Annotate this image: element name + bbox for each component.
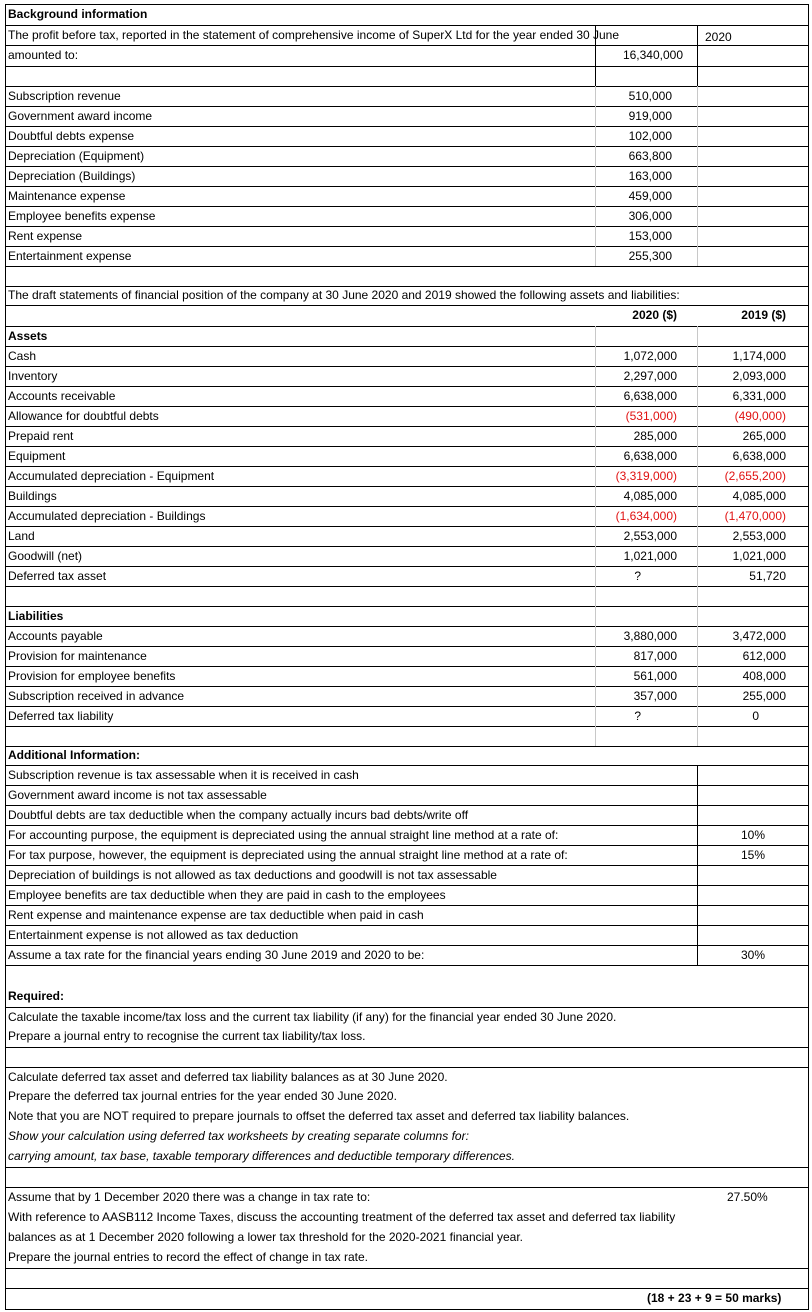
additional-text: Rent expense and maintenance expense are tax deductible when paid in cash	[8, 908, 424, 922]
additional-text: Assume a tax rate for the financial years ending 30 June 2019 and 2020 to be:	[8, 948, 425, 962]
additional-row	[5, 866, 809, 886]
required-part2-italic2	[5, 1147, 809, 1167]
new-tax-rate: 27.50%	[727, 1190, 768, 1204]
additional-text: Government award income is not tax assessable	[8, 788, 267, 802]
liabilities-heading-row	[5, 607, 809, 627]
additional-text: For accounting purpose, the equipment is depreciated using the annual straight line method at a rate of:	[8, 828, 559, 842]
row-label: Accumulated depreciation - Equipment	[8, 469, 215, 483]
asset-row	[5, 527, 809, 547]
additional-text: Subscription revenue is tax assessable when it is received in cash	[8, 768, 359, 782]
required-heading-row	[5, 987, 809, 1007]
required-part2-italic-text: Show your calculation using deferred tax worksheets by creating separate columns for:	[8, 1129, 469, 1143]
row-label: Prepaid rent	[8, 429, 74, 443]
asset-row	[5, 547, 809, 567]
required-part2-text: Calculate deferred tax asset and deferred tax liability balances as at 30 June 2020.	[8, 1070, 448, 1084]
value-2019: 265,000	[742, 429, 786, 443]
additional-value: 30%	[741, 948, 766, 962]
asset-row	[5, 387, 809, 407]
income-row	[5, 247, 809, 267]
additional-text: Doubtful debts are tax deductible when the company actually incurs bad debts/write off	[8, 808, 469, 822]
value-2019: 1,174,000	[732, 349, 786, 363]
additional-text: Depreciation of buildings is not allowed as tax deductions and goodwill is not tax assessable	[8, 868, 497, 882]
income-row	[5, 147, 809, 167]
income-value: 306,000	[628, 209, 672, 223]
additional-heading: Additional Information:	[8, 748, 140, 762]
assets-heading-row	[5, 327, 809, 347]
value-2020: 357,000	[633, 689, 677, 703]
additional-row	[5, 786, 809, 806]
value-2020: (1,634,000)	[615, 509, 677, 523]
income-label: Doubtful debts expense	[8, 129, 135, 143]
additional-row	[5, 766, 809, 786]
value-2019: 408,000	[742, 669, 786, 683]
required-part3-text: balances as at 1 December 2020 following a lower tax threshold for the 2020-2021 financial year.	[8, 1230, 523, 1244]
liability-row	[5, 707, 809, 727]
value-2020: 6,638,000	[623, 449, 677, 463]
required-part2-text: Prepare the deferred tax journal entries for the year ended 30 June 2020.	[8, 1089, 397, 1103]
required-part2-line1	[5, 1068, 809, 1088]
income-row	[5, 207, 809, 227]
assets-heading: Assets	[8, 329, 48, 343]
required-heading: Required:	[8, 989, 65, 1003]
asset-row	[5, 367, 809, 387]
row-label: Cash	[8, 349, 37, 363]
position-intro: The draft statements of financial position of the company at 30 June 2020 and 2019 showed the following assets and liabilities:	[8, 288, 680, 302]
liability-row	[5, 687, 809, 707]
amount-label: amounted to:	[8, 48, 79, 62]
required-part3-line4	[5, 1248, 809, 1268]
required-part2-italic-text: carrying amount, tax base, taxable temporary differences and deductible temporary differences.	[8, 1149, 515, 1163]
row-label: Accumulated depreciation - Buildings	[8, 509, 206, 523]
asset-row	[5, 347, 809, 367]
value-2020: (3,319,000)	[615, 469, 677, 483]
value-2019: 1,021,000	[732, 549, 786, 563]
required-part3-text: Prepare the journal entries to record the effect of change in tax rate.	[8, 1250, 368, 1264]
income-label: Subscription revenue	[8, 89, 121, 103]
row-label: Land	[8, 529, 35, 543]
asset-row	[5, 427, 809, 447]
income-row	[5, 127, 809, 147]
marks-text: (18 + 23 + 9 = 50 marks)	[647, 1291, 782, 1305]
required-part1-text: Prepare a journal entry to recognise the current tax liability/tax loss.	[8, 1029, 366, 1043]
liability-row	[5, 667, 809, 687]
income-value: 102,000	[628, 129, 672, 143]
col-2020-header: 2020 ($)	[632, 308, 677, 322]
income-value: 153,000	[628, 229, 672, 243]
value-2020: 1,021,000	[623, 549, 677, 563]
row-label: Deferred tax asset	[8, 569, 107, 583]
value-2019: 51,720	[749, 569, 786, 583]
value-2019: 2,553,000	[732, 529, 786, 543]
value-2019: 4,085,000	[732, 489, 786, 503]
required-part2-text: Note that you are NOT required to prepare journals to offset the deferred tax asset and deferred tax liability balances.	[8, 1109, 630, 1123]
required-part1-line2	[5, 1027, 809, 1047]
liability-row	[5, 647, 809, 667]
marks-row	[5, 1289, 809, 1309]
value-2020: 6,638,000	[623, 389, 677, 403]
value-2020: 1,072,000	[623, 349, 677, 363]
additional-row	[5, 846, 809, 866]
asset-row	[5, 567, 809, 587]
additional-row	[5, 946, 809, 966]
value-2019: 0	[752, 709, 759, 723]
required-part1-text: Calculate the taxable income/tax loss and the current tax liability (if any) for the financial year ended 30 June 2020.	[8, 1010, 617, 1024]
additional-row	[5, 906, 809, 926]
income-row	[5, 87, 809, 107]
required-part3-text: With reference to AASB112 Income Taxes, discuss the accounting treatment of the deferred tax asset and deferred tax liability	[8, 1210, 676, 1224]
additional-text: For tax purpose, however, the equipment is depreciated using the annual straight line method at a rate of:	[8, 848, 568, 862]
amount-row	[5, 46, 809, 66]
row-label: Buildings	[8, 489, 57, 503]
value-2019: 612,000	[742, 649, 786, 663]
asset-row	[5, 487, 809, 507]
additional-value: 15%	[741, 848, 766, 862]
additional-heading-row	[5, 745, 809, 765]
value-2019: 6,331,000	[732, 389, 786, 403]
value-2019: 6,638,000	[732, 449, 786, 463]
required-part3-line3	[5, 1228, 809, 1248]
liability-row	[5, 627, 809, 647]
background-heading: Background information	[8, 7, 148, 21]
row-label: Accounts receivable	[8, 389, 116, 403]
value-2020: 2,553,000	[623, 529, 677, 543]
profit-row	[5, 26, 809, 45]
income-label: Government award income	[8, 109, 153, 123]
income-row	[5, 167, 809, 187]
asset-row	[5, 467, 809, 487]
income-label: Depreciation (Buildings)	[8, 169, 136, 183]
income-label: Rent expense	[8, 229, 83, 243]
income-value: 163,000	[628, 169, 672, 183]
value-2020: 2,297,000	[623, 369, 677, 383]
required-part2-italic1	[5, 1127, 809, 1147]
income-value: 510,000	[628, 89, 672, 103]
income-label: Maintenance expense	[8, 189, 126, 203]
value-2020: 817,000	[633, 649, 677, 663]
income-value: 459,000	[628, 189, 672, 203]
required-part2-line2	[5, 1087, 809, 1107]
value-2019: (2,655,200)	[724, 469, 786, 483]
required-part3-line2	[5, 1208, 809, 1228]
income-row	[5, 227, 809, 247]
position-intro-row	[5, 287, 809, 305]
col-2019-header: 2019 ($)	[741, 308, 786, 322]
income-row	[5, 107, 809, 127]
value-2019: 255,000	[742, 689, 786, 703]
position-header-row	[5, 306, 809, 326]
liabilities-heading: Liabilities	[8, 609, 64, 623]
additional-text: Employee benefits are tax deductible when they are paid in cash to the employees	[8, 888, 446, 902]
row-label: Provision for maintenance	[8, 649, 147, 663]
value-2020: 561,000	[633, 669, 677, 683]
income-row	[5, 187, 809, 207]
row-label: Allowance for doubtful debts	[8, 409, 159, 423]
value-2019: 2,093,000	[732, 369, 786, 383]
required-part3-text: Assume that by 1 December 2020 there was a change in tax rate to:	[8, 1190, 371, 1204]
row-label: Equipment	[8, 449, 66, 463]
profit-year: 2020	[705, 30, 732, 44]
row-label: Inventory	[8, 369, 58, 383]
value-2019: (1,470,000)	[724, 509, 786, 523]
income-value: 663,800	[628, 149, 672, 163]
value-2020: (531,000)	[625, 409, 677, 423]
value-2020: ?	[634, 709, 641, 723]
value-2020: 3,880,000	[623, 629, 677, 643]
income-value: 255,300	[628, 249, 672, 263]
income-label: Entertainment expense	[8, 249, 132, 263]
value-2019: (490,000)	[734, 409, 786, 423]
required-part3-rate-row	[5, 1188, 809, 1208]
row-label: Accounts payable	[8, 629, 103, 643]
additional-text: Entertainment expense is not allowed as tax deduction	[8, 928, 299, 942]
additional-row	[5, 926, 809, 946]
required-part2-line3	[5, 1107, 809, 1127]
income-label: Employee benefits expense	[8, 209, 156, 223]
row-label: Provision for employee benefits	[8, 669, 176, 683]
value-2020: 4,085,000	[623, 489, 677, 503]
background-heading-row	[5, 5, 809, 25]
required-part1-line1	[5, 1008, 809, 1028]
row-label: Deferred tax liability	[8, 709, 114, 723]
value-2020: 285,000	[633, 429, 677, 443]
value-2019: 3,472,000	[732, 629, 786, 643]
row-label: Subscription received in advance	[8, 689, 185, 703]
asset-row	[5, 407, 809, 427]
additional-row	[5, 826, 809, 846]
row-label: Goodwill (net)	[8, 549, 83, 563]
additional-row	[5, 806, 809, 826]
asset-row	[5, 447, 809, 467]
income-value: 919,000	[628, 109, 672, 123]
profit-text: The profit before tax, reported in the statement of comprehensive income of SuperX Ltd for the year ended 30 June	[8, 28, 620, 42]
asset-row	[5, 507, 809, 527]
additional-row	[5, 886, 809, 906]
income-label: Depreciation (Equipment)	[8, 149, 145, 163]
amount-value: 16,340,000	[622, 48, 683, 62]
additional-value: 10%	[741, 828, 766, 842]
value-2020: ?	[634, 569, 641, 583]
